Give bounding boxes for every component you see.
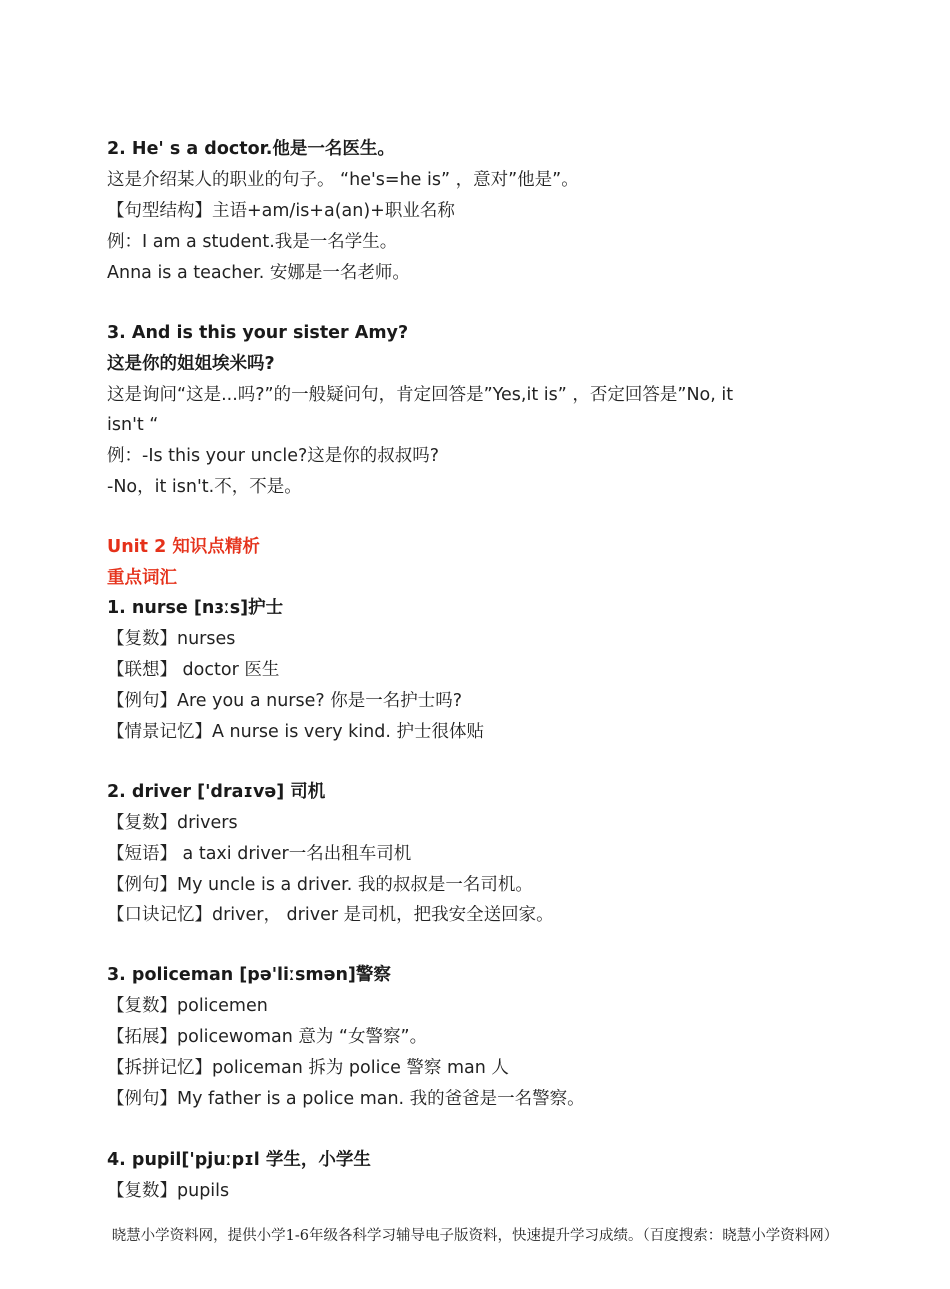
vocab-detail: 【联想】 doctor 医生 <box>107 660 280 680</box>
vocab-word-heading: 2. driver ['draɪvə] 司机 <box>107 782 326 802</box>
paragraph: 【句型结构】主语+am/is+a(an)+职业名称 <box>107 201 455 221</box>
section-subheading: 这是你的姐姐埃米吗? <box>107 354 275 374</box>
page-footer: 晓慧小学资料网，提供小学1-6年级各科学习辅导电子版资料，快速提升学习成绩。（百度搜索：晓慧小学资料网） <box>111 1228 839 1244</box>
vocab-detail: 【拆拼记忆】policeman 拆为 police 警察 man 人 <box>107 1058 509 1078</box>
vocab-detail: 【短语】 a taxi driver一名出租车司机 <box>107 844 412 864</box>
vocab-detail: 【例句】My uncle is a driver. 我的叔叔是一名司机。 <box>107 875 533 895</box>
unit-title: Unit 2 知识点精析 <box>107 537 260 557</box>
section-heading: 3. And is this your sister Amy? <box>107 323 409 343</box>
vocab-detail: 【复数】drivers <box>107 813 238 833</box>
vocab-word-heading: 1. nurse [nɜːs]护士 <box>107 598 284 618</box>
paragraph: isn't “ <box>107 415 159 435</box>
vocab-word-heading: 4. pupil['pjuːpɪl 学生，小学生 <box>107 1150 371 1170</box>
vocab-detail: 【口诀记忆】driver， driver 是司机，把我安全送回家。 <box>107 905 554 925</box>
paragraph: 这是询问“这是...吗?”的一般疑问句，肯定回答是”Yes,it is” ，否定回答是”No, it <box>107 385 734 405</box>
vocabulary-title: 重点词汇 <box>107 568 177 588</box>
example-sentence: 例：-Is this your uncle?这是你的叔叔吗? <box>107 446 440 466</box>
example-sentence: Anna is a teacher. 安娜是一名老师。 <box>107 263 410 283</box>
example-sentence: -No，it isn't.不，不是。 <box>107 477 302 497</box>
example-sentence: 例：I am a student.我是一名学生。 <box>107 232 398 252</box>
vocab-detail: 【复数】policemen <box>107 996 268 1016</box>
vocab-detail: 【例句】Are you a nurse? 你是一名护士吗? <box>107 691 463 711</box>
vocab-detail: 【复数】nurses <box>107 629 236 649</box>
vocab-detail: 【复数】pupils <box>107 1181 230 1201</box>
vocab-word-heading: 3. policeman [pə'liːsmən]警察 <box>107 965 391 985</box>
section-heading: 2. He' s a doctor.他是一名医生。 <box>107 139 395 159</box>
vocab-detail: 【情景记忆】A nurse is very kind. 护士很体贴 <box>107 722 484 742</box>
paragraph: 这是介绍某人的职业的句子。 “he's=he is” ，意对”他是”。 <box>107 170 579 190</box>
vocab-detail: 【拓展】policewoman 意为 “女警察”。 <box>107 1027 428 1047</box>
vocab-detail: 【例句】My father is a police man. 我的爸爸是一名警察。 <box>107 1089 585 1109</box>
